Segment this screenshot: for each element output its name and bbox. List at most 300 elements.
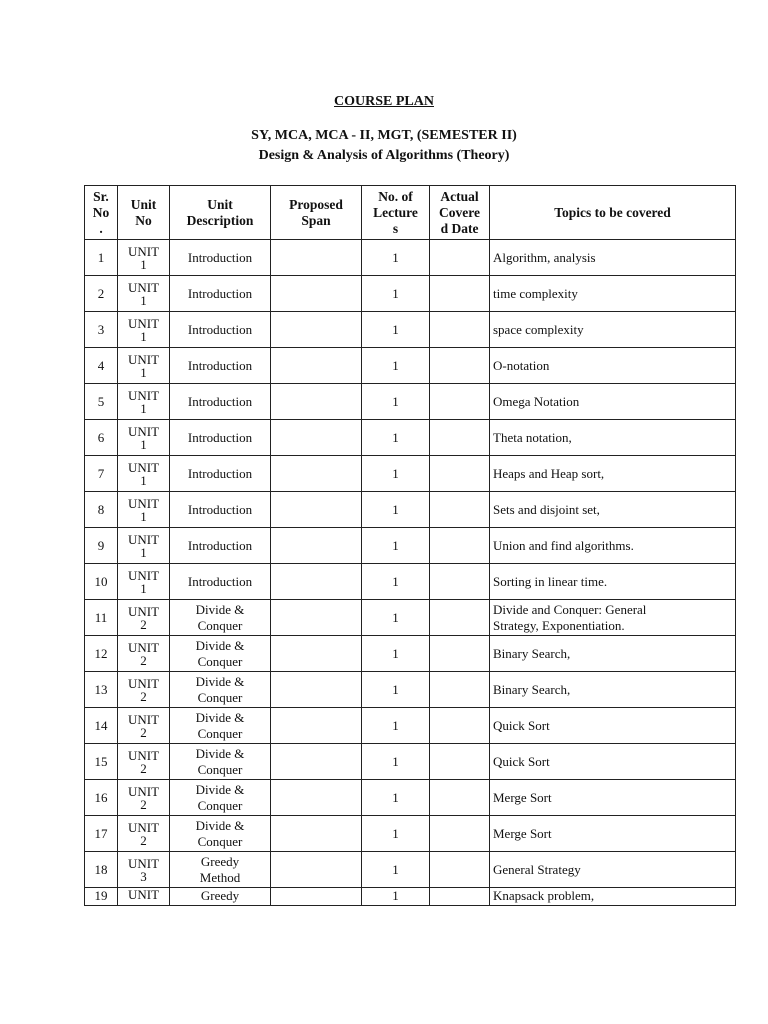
cell-unit-no-text: 2 <box>140 652 147 668</box>
cell-actual-covered-date <box>430 564 490 600</box>
table-body <box>85 240 736 906</box>
cell-unit-no-text: UNIT <box>127 495 160 511</box>
cell-unit-no-text: UNIT <box>127 531 160 547</box>
cell-unit-no-text: 2 <box>140 616 147 632</box>
cell-unit-description <box>170 240 271 276</box>
cell-proposed-span <box>271 420 362 456</box>
header-line: d Date <box>440 220 479 236</box>
cell-actual-covered-date <box>430 384 490 420</box>
cell-actual-covered-date <box>430 276 490 312</box>
table-row <box>85 780 736 816</box>
cell-unit-no <box>118 816 170 852</box>
header-line: Actual <box>440 188 479 204</box>
cell-topic <box>490 348 736 384</box>
cell-unit-no <box>118 240 170 276</box>
cell-topic <box>490 528 736 564</box>
cell-unit-no-text: UNIT <box>127 783 160 799</box>
cell-actual-covered-date <box>430 312 490 348</box>
cell-unit-description <box>170 420 271 456</box>
course-name: Design & Analysis of Algorithms (Theory) <box>258 148 510 163</box>
cell-unit-description-text: Introduction <box>187 321 253 337</box>
table-row <box>85 852 736 888</box>
cell-sr-no-text: 18 <box>94 861 108 877</box>
cell-no-of-lectures <box>362 672 430 708</box>
cell-unit-description <box>170 348 271 384</box>
cell-unit-no-text: UNIT <box>127 855 160 871</box>
cell-actual-covered-date <box>430 888 490 906</box>
cell-proposed-span <box>271 276 362 312</box>
cell-topic <box>490 672 736 708</box>
cell-no-of-lectures-text: 1 <box>392 789 399 805</box>
cell-unit-description-text: Conquer <box>197 797 243 813</box>
cell-unit-no <box>118 636 170 672</box>
cell-proposed-span <box>271 672 362 708</box>
cell-unit-description <box>170 384 271 420</box>
cell-unit-no-text: 2 <box>140 724 147 740</box>
cell-unit-no <box>118 384 170 420</box>
cell-sr-no <box>85 816 118 852</box>
cell-sr-no-text: 5 <box>97 393 105 409</box>
cell-sr-no <box>85 564 118 600</box>
cell-proposed-span <box>271 348 362 384</box>
table-row <box>85 276 736 312</box>
header-line: Lecture <box>373 204 418 220</box>
cell-actual-covered-date <box>430 852 490 888</box>
cell-unit-description-text: Divide & <box>195 709 245 725</box>
cell-unit-description-text: Conquer <box>197 833 243 849</box>
cell-unit-no <box>118 708 170 744</box>
table-row <box>85 420 736 456</box>
cell-no-of-lectures-text: 1 <box>392 501 399 517</box>
cell-sr-no <box>85 276 118 312</box>
header-no-of-lectures <box>362 186 430 240</box>
cell-unit-no <box>118 600 170 636</box>
cell-no-of-lectures-text: 1 <box>392 465 399 481</box>
cell-unit-no <box>118 852 170 888</box>
cell-unit-description-text: Introduction <box>187 249 253 265</box>
cell-topic <box>490 744 736 780</box>
cell-unit-description-text: Divide & <box>195 637 245 653</box>
cell-topic <box>490 852 736 888</box>
table-row <box>85 492 736 528</box>
cell-no-of-lectures <box>362 564 430 600</box>
cell-topic <box>490 492 736 528</box>
table-row <box>85 672 736 708</box>
cell-sr-no-text: 19 <box>94 888 108 903</box>
cell-unit-description <box>170 276 271 312</box>
table-row <box>85 888 736 906</box>
cell-sr-no <box>85 312 118 348</box>
cell-proposed-span <box>271 456 362 492</box>
cell-unit-no-text: 2 <box>140 688 147 704</box>
cell-topic <box>490 600 736 636</box>
cell-topic <box>490 816 736 852</box>
cell-actual-covered-date <box>430 456 490 492</box>
cell-unit-description <box>170 816 271 852</box>
cell-unit-description-text: Introduction <box>187 465 253 481</box>
cell-no-of-lectures-text: 1 <box>392 609 399 625</box>
cell-no-of-lectures-text: 1 <box>392 249 399 265</box>
cell-topic-text: Binary Search, <box>493 681 571 697</box>
header-line: Covere <box>439 204 480 220</box>
cell-unit-no-text: UNIT <box>127 315 160 331</box>
cell-sr-no-text: 10 <box>94 573 108 589</box>
cell-no-of-lectures <box>362 456 430 492</box>
cell-actual-covered-date <box>430 600 490 636</box>
cell-unit-description-text: Introduction <box>187 537 253 553</box>
cell-proposed-span <box>271 240 362 276</box>
cell-unit-no-text: 1 <box>140 580 147 596</box>
cell-no-of-lectures-text: 1 <box>392 681 399 697</box>
cell-sr-no <box>85 600 118 636</box>
cell-unit-description <box>170 780 271 816</box>
cell-topic-text: Quick Sort <box>493 753 550 769</box>
table-row <box>85 636 736 672</box>
cell-no-of-lectures <box>362 384 430 420</box>
cell-no-of-lectures-text: 1 <box>392 357 399 373</box>
cell-unit-no <box>118 564 170 600</box>
cell-proposed-span <box>271 744 362 780</box>
cell-no-of-lectures <box>362 312 430 348</box>
cell-unit-no-text: UNIT <box>127 567 160 583</box>
cell-unit-no-text: UNIT <box>127 243 160 259</box>
cell-no-of-lectures-text: 1 <box>392 825 399 841</box>
cell-topic <box>490 240 736 276</box>
cell-unit-no-text: 1 <box>140 544 147 560</box>
cell-unit-no-text: UNIT <box>127 603 160 619</box>
cell-unit-no <box>118 420 170 456</box>
cell-sr-no <box>85 780 118 816</box>
class-subtitle: SY, MCA, MCA - II, MGT, (SEMESTER II) <box>251 128 517 143</box>
cell-sr-no-text: 1 <box>97 249 105 265</box>
table-row <box>85 312 736 348</box>
cell-unit-no-text: 3 <box>140 868 147 884</box>
cell-unit-no <box>118 744 170 780</box>
cell-topic-text: Merge Sort <box>493 789 552 805</box>
cell-topic-text: General Strategy <box>493 861 581 877</box>
cell-sr-no-text: 12 <box>94 645 108 661</box>
cell-unit-description-text: Conquer <box>197 617 243 633</box>
cell-sr-no <box>85 492 118 528</box>
cell-topic <box>490 636 736 672</box>
cell-no-of-lectures <box>362 420 430 456</box>
table-row <box>85 456 736 492</box>
table-row <box>85 384 736 420</box>
cell-no-of-lectures <box>362 708 430 744</box>
cell-unit-description <box>170 852 271 888</box>
cell-actual-covered-date <box>430 744 490 780</box>
cell-proposed-span <box>271 636 362 672</box>
cell-sr-no <box>85 708 118 744</box>
cell-unit-description <box>170 672 271 708</box>
cell-topic <box>490 384 736 420</box>
cell-unit-description <box>170 636 271 672</box>
cell-unit-no-text: 1 <box>140 292 147 308</box>
table-row <box>85 348 736 384</box>
header-actual-covered-date <box>430 186 490 240</box>
cell-topic-text: space complexity <box>493 321 584 337</box>
cell-unit-description-text: Introduction <box>187 393 253 409</box>
cell-unit-no-text: 2 <box>140 760 147 776</box>
cell-unit-description-text: Greedy <box>200 853 240 869</box>
cell-topic-text: Knapsack problem, <box>493 888 595 903</box>
cell-unit-description-text: Divide & <box>195 745 245 761</box>
cell-actual-covered-date <box>430 492 490 528</box>
header-line: Sr. <box>93 188 109 204</box>
header-row <box>85 186 736 240</box>
cell-no-of-lectures-text: 1 <box>392 753 399 769</box>
cell-topic-text: Sets and disjoint set, <box>493 501 600 517</box>
cell-proposed-span <box>271 816 362 852</box>
cell-proposed-span <box>271 600 362 636</box>
cell-actual-covered-date <box>430 708 490 744</box>
cell-proposed-span <box>271 492 362 528</box>
cell-unit-no-text: 1 <box>140 472 147 488</box>
cell-sr-no <box>85 348 118 384</box>
cell-unit-description <box>170 888 271 906</box>
cell-topic <box>490 708 736 744</box>
cell-sr-no-text: 4 <box>97 357 105 373</box>
cell-unit-description-text: Conquer <box>197 725 243 741</box>
cell-topic-text: Theta notation, <box>493 429 572 445</box>
cell-sr-no <box>85 528 118 564</box>
cell-sr-no-text: 8 <box>97 501 105 517</box>
cell-no-of-lectures-text: 1 <box>392 321 399 337</box>
cell-no-of-lectures <box>362 600 430 636</box>
cell-unit-no <box>118 672 170 708</box>
cell-no-of-lectures-text: 1 <box>392 285 399 301</box>
cell-unit-description <box>170 528 271 564</box>
cell-unit-description-text: Method <box>199 869 241 885</box>
cell-proposed-span <box>271 564 362 600</box>
cell-unit-no-text: 1 <box>140 400 147 416</box>
cell-unit-no-text: UNIT <box>127 819 160 835</box>
cell-sr-no <box>85 384 118 420</box>
header-line: No <box>135 212 152 228</box>
cell-sr-no-text: 7 <box>97 465 105 481</box>
cell-proposed-span <box>271 312 362 348</box>
cell-unit-no-text: UNIT <box>127 675 160 691</box>
cell-no-of-lectures-text: 1 <box>392 573 399 589</box>
cell-unit-description-text: Introduction <box>187 501 253 517</box>
cell-no-of-lectures-text: 1 <box>392 717 399 733</box>
cell-sr-no <box>85 744 118 780</box>
cell-unit-no-text: 1 <box>140 256 147 272</box>
cell-no-of-lectures-text: 1 <box>392 888 399 903</box>
cell-unit-no-text: 2 <box>140 796 147 812</box>
cell-unit-description <box>170 312 271 348</box>
cell-topic-text: Heaps and Heap sort, <box>493 465 605 481</box>
table-row <box>85 816 736 852</box>
cell-topic <box>490 420 736 456</box>
cell-topic <box>490 564 736 600</box>
cell-no-of-lectures <box>362 348 430 384</box>
header-line: No. of <box>378 188 413 204</box>
course-plan-title: COURSE PLAN <box>334 94 434 109</box>
table-row <box>85 708 736 744</box>
table-row <box>85 744 736 780</box>
cell-sr-no <box>85 240 118 276</box>
cell-sr-no-text: 3 <box>97 321 105 337</box>
cell-unit-no-text: UNIT <box>127 279 160 295</box>
cell-unit-description-text: Introduction <box>187 357 253 373</box>
cell-unit-no-text: UNIT <box>127 387 160 403</box>
cell-unit-no-text: UNIT <box>127 887 160 902</box>
cell-no-of-lectures <box>362 888 430 906</box>
cell-actual-covered-date <box>430 348 490 384</box>
cell-unit-description <box>170 492 271 528</box>
cell-no-of-lectures-text: 1 <box>392 645 399 661</box>
cell-sr-no <box>85 888 118 906</box>
cell-topic-text: Omega Notation <box>493 393 580 409</box>
cell-topic <box>490 888 736 906</box>
cell-topic-text: Sorting in linear time. <box>493 573 608 589</box>
table-row <box>85 240 736 276</box>
cell-topic-text: time complexity <box>493 285 578 301</box>
cell-unit-no-text: 1 <box>140 436 147 452</box>
cell-unit-description-text: Divide & <box>195 601 245 617</box>
header-line: Description <box>186 212 254 228</box>
cell-unit-no-text: UNIT <box>127 459 160 475</box>
cell-topic-text: O-notation <box>493 357 550 373</box>
cell-unit-no-text: UNIT <box>127 747 160 763</box>
cell-actual-covered-date <box>430 240 490 276</box>
table-row <box>85 564 736 600</box>
cell-topic-text: Quick Sort <box>493 717 550 733</box>
cell-unit-no-text: UNIT <box>127 351 160 367</box>
cell-actual-covered-date <box>430 780 490 816</box>
cell-topic <box>490 276 736 312</box>
cell-unit-no-text: UNIT <box>127 423 160 439</box>
cell-unit-description <box>170 456 271 492</box>
cell-sr-no-text: 17 <box>94 825 108 841</box>
cell-unit-description-text: Divide & <box>195 817 245 833</box>
cell-topic <box>490 780 736 816</box>
cell-sr-no-text: 11 <box>94 609 108 625</box>
cell-unit-no-text: 1 <box>140 508 147 524</box>
cell-unit-description <box>170 744 271 780</box>
cell-unit-no-text: 1 <box>140 364 147 380</box>
cell-unit-no <box>118 348 170 384</box>
cell-topic <box>490 456 736 492</box>
course-plan-table <box>84 185 736 906</box>
cell-unit-description <box>170 600 271 636</box>
cell-sr-no-text: 15 <box>94 753 108 769</box>
cell-topic-text: Algorithm, analysis <box>493 249 596 265</box>
cell-sr-no-text: 9 <box>97 537 105 553</box>
cell-unit-description-text: Conquer <box>197 689 243 705</box>
cell-proposed-span <box>271 852 362 888</box>
header-topics <box>490 186 736 240</box>
header-line: Span <box>301 212 331 228</box>
cell-topic-text: Union and find algorithms. <box>493 537 634 553</box>
header-line: . <box>99 220 103 236</box>
cell-unit-no <box>118 456 170 492</box>
table-row <box>85 528 736 564</box>
cell-actual-covered-date <box>430 528 490 564</box>
cell-no-of-lectures <box>362 744 430 780</box>
cell-unit-description-text: Introduction <box>187 429 253 445</box>
cell-proposed-span <box>271 888 362 906</box>
header-sr-no <box>85 186 118 240</box>
cell-topic-text: Strategy, Exponentiation. <box>493 617 625 633</box>
cell-unit-no <box>118 492 170 528</box>
cell-no-of-lectures-text: 1 <box>392 429 399 445</box>
cell-no-of-lectures-text: 1 <box>392 861 399 877</box>
cell-unit-description-text: Divide & <box>195 673 245 689</box>
cell-proposed-span <box>271 528 362 564</box>
cell-topic-text: Merge Sort <box>493 825 552 841</box>
cell-proposed-span <box>271 384 362 420</box>
cell-topic-text: Binary Search, <box>493 645 571 661</box>
cell-actual-covered-date <box>430 816 490 852</box>
cell-no-of-lectures-text: 1 <box>392 537 399 553</box>
table-row <box>85 600 736 636</box>
cell-actual-covered-date <box>430 420 490 456</box>
header-line: Proposed <box>289 196 343 212</box>
cell-sr-no <box>85 456 118 492</box>
cell-topic-text: Divide and Conquer: General <box>493 601 647 617</box>
cell-no-of-lectures-text: 1 <box>392 393 399 409</box>
cell-actual-covered-date <box>430 672 490 708</box>
cell-unit-description-text: Introduction <box>187 285 253 301</box>
cell-proposed-span <box>271 780 362 816</box>
cell-topic <box>490 312 736 348</box>
cell-unit-no-text: 2 <box>140 832 147 848</box>
cell-no-of-lectures <box>362 528 430 564</box>
header-line: Unit <box>130 196 157 212</box>
cell-sr-no-text: 16 <box>94 789 108 805</box>
cell-sr-no-text: 14 <box>94 717 108 733</box>
cell-unit-no-text: UNIT <box>127 711 160 727</box>
cell-no-of-lectures <box>362 636 430 672</box>
cell-sr-no-text: 6 <box>97 429 105 445</box>
cell-no-of-lectures <box>362 240 430 276</box>
cell-no-of-lectures <box>362 780 430 816</box>
cell-sr-no-text: 13 <box>94 681 108 697</box>
cell-unit-no-text: UNIT <box>127 639 160 655</box>
cell-sr-no <box>85 420 118 456</box>
cell-unit-no <box>118 780 170 816</box>
cell-unit-description-text: Conquer <box>197 653 243 669</box>
cell-unit-no <box>118 312 170 348</box>
header-unit-description <box>170 186 271 240</box>
cell-sr-no-text: 2 <box>97 285 105 301</box>
cell-unit-no-text: 1 <box>140 328 147 344</box>
header-line: Topics to be covered <box>554 204 671 220</box>
cell-actual-covered-date <box>430 636 490 672</box>
cell-unit-no <box>118 888 170 906</box>
cell-unit-description <box>170 564 271 600</box>
header-unit-no <box>118 186 170 240</box>
cell-unit-description-text: Greedy <box>200 888 240 903</box>
header-proposed-span <box>271 186 362 240</box>
cell-unit-no <box>118 276 170 312</box>
cell-no-of-lectures <box>362 276 430 312</box>
header-line: s <box>392 220 399 236</box>
cell-unit-description-text: Introduction <box>187 573 253 589</box>
cell-unit-no <box>118 528 170 564</box>
cell-no-of-lectures <box>362 492 430 528</box>
cell-unit-description <box>170 708 271 744</box>
cell-sr-no <box>85 636 118 672</box>
cell-no-of-lectures <box>362 816 430 852</box>
cell-unit-description-text: Divide & <box>195 781 245 797</box>
cell-sr-no <box>85 672 118 708</box>
cell-proposed-span <box>271 708 362 744</box>
cell-unit-description-text: Conquer <box>197 761 243 777</box>
header-line: Unit <box>207 196 233 212</box>
